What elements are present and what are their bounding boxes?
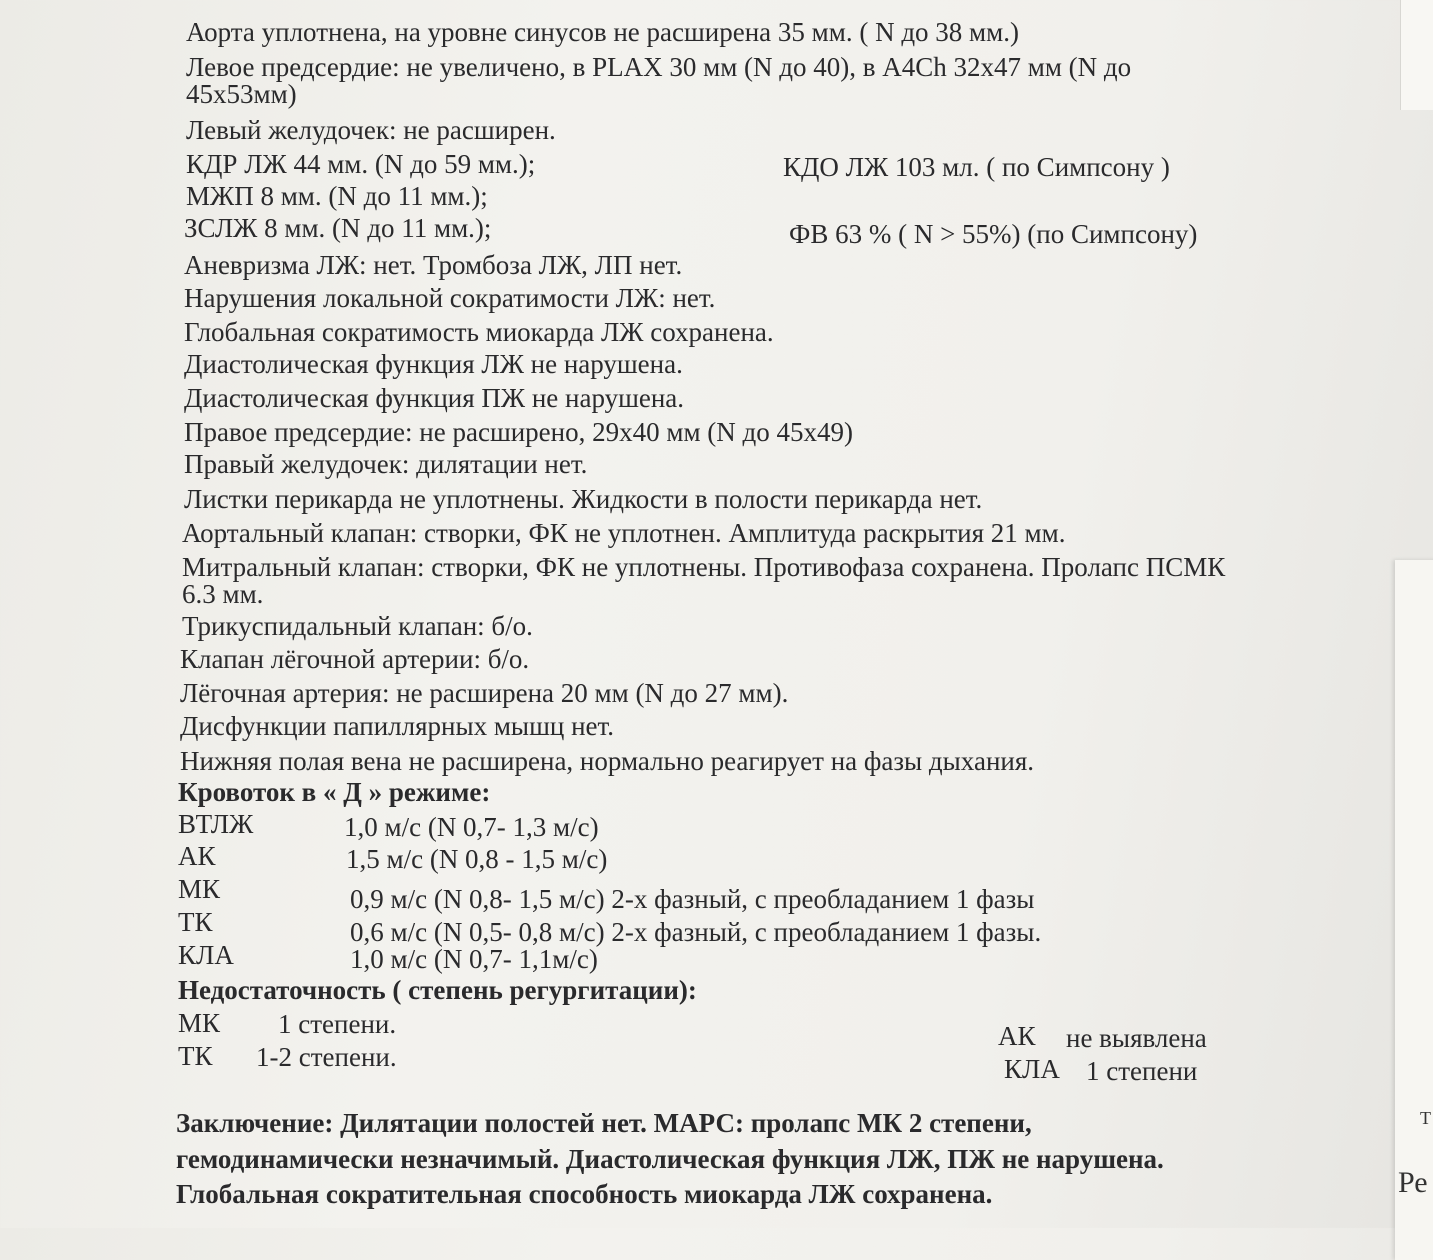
report-line-kdo: КДО ЛЖ 103 мл. ( по Симпсону ) xyxy=(783,152,1170,182)
insufficiency-left-label: ТК xyxy=(178,1041,213,1071)
doppler-row-value: 1,0 м/с (N 0,7- 1,3 м/с) xyxy=(344,812,599,842)
edge-fragment-2: Ре xyxy=(1398,1166,1428,1199)
conclusion-line-2: гемодинамически незначимый. Диастолическая функция ЛЖ, ПЖ не нарушена. xyxy=(176,1144,1164,1174)
report-line-kdr: КДР ЛЖ 44 мм. (N до 59 мм.); xyxy=(186,149,536,179)
report-line-aortic-valve: Аортальный клапан: створки, ФК не уплотнен. Амплитуда раскрытия 21 мм. xyxy=(182,518,1066,548)
report-line-global-contractility: Глобальная сократимость миокарда ЛЖ сохранена. xyxy=(184,317,774,347)
report-line-mzhp: МЖП 8 мм. (N до 11 мм.); xyxy=(186,181,488,211)
report-line-tricuspid-valve: Трикуспидальный клапан: б/о. xyxy=(182,611,533,641)
conclusion-line-3: Глобальная сократительная способность миокарда ЛЖ сохранена. xyxy=(176,1179,993,1209)
doppler-row-label: ВТЛЖ xyxy=(178,809,254,839)
insufficiency-left-label: МК xyxy=(178,1008,221,1038)
report-line-diastolic-lv: Диастолическая функция ЛЖ не нарушена. xyxy=(184,349,683,379)
insufficiency-heading: Недостаточность ( степень регургитации): xyxy=(178,975,697,1005)
report-line-ivc: Нижняя полая вена не расширена, нормально реагирует на фазы дыхания. xyxy=(180,746,1035,776)
report-line-papillary: Дисфункции папиллярных мышц нет. xyxy=(180,711,615,741)
report-line-zslzh: ЗСЛЖ 8 мм. (N до 11 мм.); xyxy=(184,213,492,243)
report-line-pericardium: Листки перикарда не уплотнены. Жидкости в полости перикарда нет. xyxy=(184,484,983,514)
doppler-row-label: АК xyxy=(178,841,216,871)
report-line-pulmonary-artery: Лёгочная артерия: не расширена 20 мм (N до 27 мм). xyxy=(180,678,789,708)
doppler-row-value: 0,9 м/с (N 0,8- 1,5 м/с) 2-х фазный, с преобладанием 1 фазы xyxy=(350,884,1035,914)
report-line-aneurysm: Аневризма ЛЖ: нет. Тромбоза ЛЖ, ЛП нет. xyxy=(184,250,683,280)
report-line-pulmonary-valve: Клапан лёгочной артерии: б/о. xyxy=(180,644,530,674)
report-line-aorta: Аорта уплотнена, на уровне синусов не расширена 35 мм. ( N до 38 мм.) xyxy=(186,17,1019,47)
doppler-row-value: 0,6 м/с (N 0,5- 0,8 м/с) 2-х фазный, с преобладанием 1 фазы. xyxy=(350,917,1042,947)
conclusion-line-1: Заключение: Дилятации полостей нет. МАРС: пролапс МК 2 степени, xyxy=(176,1108,1032,1138)
doppler-row-value: 1,0 м/с (N 0,7- 1,1м/с) xyxy=(350,944,598,974)
report-line-right-atrium: Правое предсердие: не расширено, 29х40 мм (N до 45х49) xyxy=(184,417,854,447)
report-line-left-atrium: Левое предсердие: не увеличено, в PLAX 30 мм (N до 40), в A4Ch 32х47 мм (N до xyxy=(186,52,1132,82)
report-line-mitral-valve-cont: 6.3 мм. xyxy=(182,579,264,609)
doppler-row-label: КЛА xyxy=(178,940,234,970)
report-line-fv: ФВ 63 % ( N > 55%) (по Симпсону) xyxy=(789,219,1198,249)
edge-fragment-1: Т xyxy=(1420,1108,1431,1128)
report-line-left-atrium-cont: 45х53мм) xyxy=(186,79,297,109)
insufficiency-right-label: КЛА xyxy=(1004,1054,1060,1084)
doppler-row-label: ТК xyxy=(178,907,213,937)
insufficiency-right-label: АК xyxy=(998,1021,1036,1051)
doppler-heading: Кровоток в « Д » режиме: xyxy=(178,777,491,807)
doppler-row-value: 1,5 м/с (N 0,8 - 1,5 м/с) xyxy=(346,844,608,874)
report-line-local-contractility: Нарушения локальной сократимости ЛЖ: нет. xyxy=(184,283,716,313)
report-line-right-ventricle: Правый желудочек: дилятации нет. xyxy=(184,449,588,479)
doppler-row-label: МК xyxy=(178,874,221,904)
report-line-mitral-valve: Митральный клапан: створки, ФК не уплотнены. Противофаза сохранена. Пролапс ПСМК xyxy=(182,552,1226,582)
insufficiency-right-value: не выявлена xyxy=(1066,1023,1207,1053)
report-line-left-ventricle: Левый желудочек: не расширен. xyxy=(186,115,556,145)
insufficiency-left-value: 1-2 степени. xyxy=(256,1042,397,1072)
insufficiency-left-value: 1 степени. xyxy=(278,1009,397,1039)
insufficiency-right-value: 1 степени xyxy=(1086,1056,1198,1086)
report-line-diastolic-rv: Диастолическая функция ПЖ не нарушена. xyxy=(184,383,685,413)
